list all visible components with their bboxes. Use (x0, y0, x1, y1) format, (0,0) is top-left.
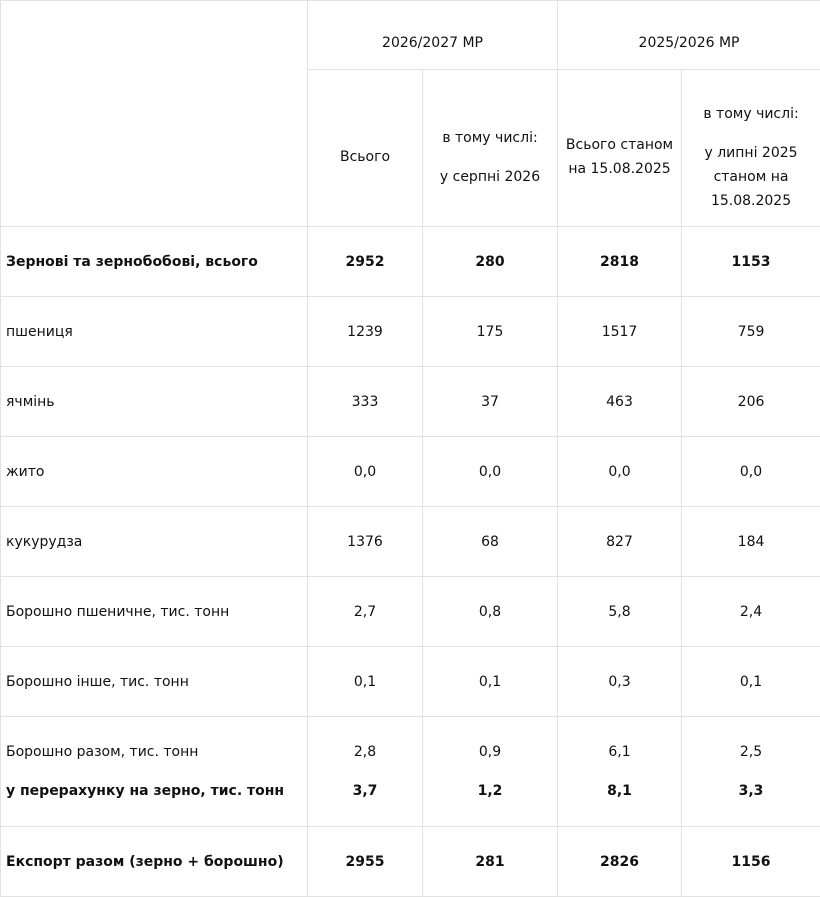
cell-incl-2025: 1153 (682, 227, 820, 297)
flour-total-value: 2,5 (739, 744, 763, 760)
row-label: Експорт разом (зерно + борошно) (1, 827, 308, 897)
cell-total-2025: 5,8 (558, 577, 682, 647)
table-row-flour-total (1, 717, 820, 827)
flour-total-value: 6,1 (608, 744, 631, 760)
cell-total-2025: 1517 (558, 297, 682, 367)
header-year-2026: 2026/2027 МР (308, 1, 558, 70)
grain-equivalent-value: 3,3 (738, 783, 764, 799)
header-total-2026 (308, 70, 423, 227)
table-row-grain-total (1, 227, 820, 297)
header-total-2025-line2: на 15.08.2025 (568, 161, 671, 177)
cell-total-2025: 827 (558, 507, 682, 577)
grain-equivalent-value: 1,2 (477, 783, 503, 799)
table-row-barley (1, 367, 820, 437)
cell-total-2025: 463 (558, 367, 682, 437)
header-incl-2025 (682, 70, 820, 227)
cell-total-2026: 2952 (308, 227, 423, 297)
cell-incl-2025: 759 (682, 297, 820, 367)
cell-incl-2026: 37 (423, 367, 558, 437)
row-label: кукурудза (1, 507, 308, 577)
cell-incl-2026: 0,8 (423, 577, 558, 647)
header-incl-2026-line2: у серпні 2026 (439, 168, 541, 185)
cell-total-2026 (308, 717, 423, 827)
table-row-other-flour (1, 647, 820, 717)
cell-total-2025: 0,0 (558, 437, 682, 507)
table-row-rye (1, 437, 820, 507)
cell-incl-2025: 0,0 (682, 437, 820, 507)
header-incl-2025-line4: 15.08.2025 (710, 192, 792, 209)
cell-incl-2025 (682, 717, 820, 827)
header-total-2026-text: Всього (339, 149, 391, 165)
flour-total-label: Борошно разом, тис. тонн (6, 744, 199, 760)
cell-incl-2025: 206 (682, 367, 820, 437)
header-total-2025 (558, 70, 682, 227)
cell-incl-2026 (423, 717, 558, 827)
row-label: Зернові та зернобобові, всього (1, 227, 308, 297)
table-row-corn (1, 507, 820, 577)
cell-total-2025 (558, 717, 682, 827)
row-label: Борошно інше, тис. тонн (1, 647, 308, 717)
header-incl-2026 (423, 70, 558, 227)
header-incl-2025-line1: в тому числі: (703, 105, 799, 122)
cell-total-2025: 2818 (558, 227, 682, 297)
header-incl-2026-line1: в тому числі: (442, 129, 538, 146)
cell-incl-2025: 2,4 (682, 577, 820, 647)
table-row-wheat-flour (1, 577, 820, 647)
cell-total-2026: 333 (308, 367, 423, 437)
cell-incl-2026: 175 (423, 297, 558, 367)
table-row-export-total (1, 827, 820, 897)
flour-total-value: 0,9 (478, 744, 502, 760)
cell-total-2026: 2,7 (308, 577, 423, 647)
grain-equivalent-value: 8,1 (607, 783, 632, 799)
header-incl-2025-line3: станом на (713, 168, 789, 185)
header-year-2025: 2025/2026 МР (558, 1, 820, 70)
cell-incl-2026: 281 (423, 827, 558, 897)
cell-total-2026: 0,0 (308, 437, 423, 507)
cell-total-2026: 1376 (308, 507, 423, 577)
row-label: жито (1, 437, 308, 507)
header-incl-2025-line2: у липні 2025 (704, 144, 798, 161)
table-row-wheat (1, 297, 820, 367)
cell-incl-2026: 280 (423, 227, 558, 297)
cell-incl-2026: 0,1 (423, 647, 558, 717)
row-label: Борошно пшеничне, тис. тонн (1, 577, 308, 647)
grain-equivalent-value: 3,7 (352, 783, 378, 799)
row-label-flour-total (1, 717, 308, 827)
cell-total-2025: 2826 (558, 827, 682, 897)
cell-incl-2025: 184 (682, 507, 820, 577)
cell-total-2026: 2955 (308, 827, 423, 897)
header-row-years (1, 1, 820, 70)
grain-equivalent-label: у перерахунку на зерно, тис. тонн (6, 783, 285, 799)
cell-total-2026: 1239 (308, 297, 423, 367)
row-label: ячмінь (1, 367, 308, 437)
cell-incl-2025: 1156 (682, 827, 820, 897)
cell-incl-2026: 0,0 (423, 437, 558, 507)
row-label: пшениця (1, 297, 308, 367)
header-total-2025-line1: Всього станом (565, 137, 674, 153)
cell-incl-2026: 68 (423, 507, 558, 577)
flour-total-value: 2,8 (353, 744, 377, 760)
cell-incl-2025: 0,1 (682, 647, 820, 717)
header-corner-cell (1, 1, 308, 227)
cell-total-2026: 0,1 (308, 647, 423, 717)
cell-total-2025: 0,3 (558, 647, 682, 717)
